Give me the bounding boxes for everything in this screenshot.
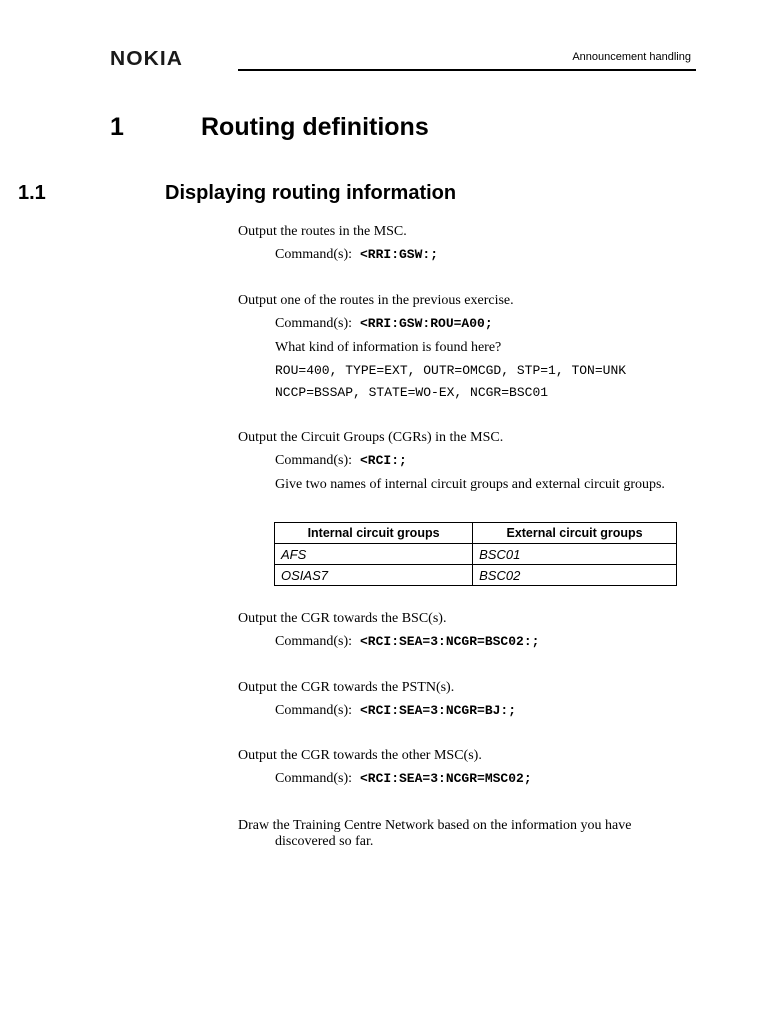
table-cell: OSIAS7: [275, 565, 473, 586]
command-line: [275, 453, 407, 469]
answer-line: NCCP=BSSAP, STATE=WO-EX, NCGR=BSC01: [275, 385, 549, 400]
command-text: <RCI:SEA=3:NCGR=BSC02:;: [360, 634, 540, 649]
subsection-number: 1.1: [18, 182, 46, 204]
header-title: Announcement handling: [572, 51, 691, 63]
table-cell: BSC01: [473, 544, 677, 565]
exercise-instruction: Output the Circuit Groups (CGRs) in the MSC.: [238, 430, 504, 445]
section-title: Routing definitions: [201, 113, 429, 141]
column-header-internal: Internal circuit groups: [275, 523, 473, 544]
command-label: Command(s):: [275, 634, 352, 649]
command-label: Command(s):: [275, 771, 352, 786]
command-line: [275, 247, 438, 263]
table-row: [275, 565, 677, 586]
command-text: <RCI:SEA=3:NCGR=MSC02;: [360, 771, 532, 786]
exercise-instruction: Draw the Training Centre Network based on the information you have discovered so far.: [238, 818, 632, 849]
section-number: 1: [110, 113, 124, 141]
exercise-instruction: Output the routes in the MSC.: [238, 224, 407, 239]
command-text: <RRI:GSW:;: [360, 247, 439, 262]
command-label: Command(s):: [275, 316, 352, 331]
column-header-external: External circuit groups: [473, 523, 677, 544]
subsection-title: Displaying routing information: [165, 182, 457, 204]
nokia-logo: NOKIA: [110, 48, 183, 70]
command-line: [275, 703, 516, 719]
command-label: Command(s):: [275, 453, 352, 468]
command-label: Command(s):: [275, 703, 352, 718]
exercise-instruction: Output the CGR towards the other MSC(s).: [238, 748, 482, 763]
exercise-instruction: Output the CGR towards the BSC(s).: [238, 611, 447, 626]
exercise-instruction: Output one of the routes in the previous exercise.: [238, 293, 514, 308]
header-rule: [238, 69, 696, 71]
table-cell: BSC02: [473, 565, 677, 586]
answer-line: ROU=400, TYPE=EXT, OUTR=OMCGD, STP=1, TON=UNK: [275, 363, 627, 378]
command-text: <RCI:SEA=3:NCGR=BJ:;: [360, 703, 517, 718]
command-line: [275, 634, 539, 650]
exercise-question: What kind of information is found here?: [275, 340, 502, 355]
command-line: [275, 771, 532, 787]
exercise-question: Give two names of internal circuit groups and external circuit groups.: [275, 477, 665, 492]
table-row: [275, 544, 677, 565]
command-label: Command(s):: [275, 247, 352, 262]
command-line: [275, 316, 493, 332]
table-cell: AFS: [275, 544, 473, 565]
circuit-groups-table: [274, 522, 677, 586]
command-text: <RRI:GSW:ROU=A00;: [360, 316, 493, 331]
command-text: <RCI:;: [360, 453, 407, 468]
table-header-row: [275, 523, 677, 544]
exercise-instruction: Output the CGR towards the PSTN(s).: [238, 680, 455, 695]
